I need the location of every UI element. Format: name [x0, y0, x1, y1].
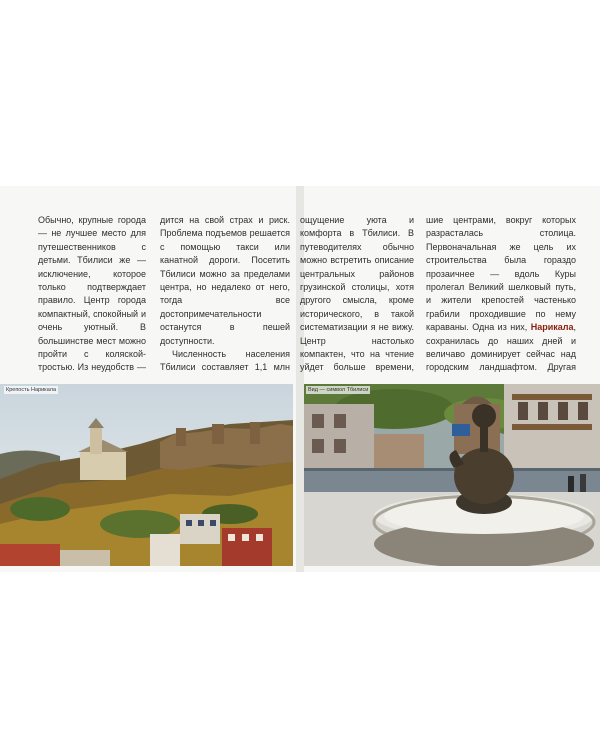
photo-old-tbilisi-fountain: [304, 384, 600, 566]
caption-right: Вид — символ Тбилиси: [308, 387, 369, 393]
text-column-1: [38, 214, 146, 374]
text-column-4: [426, 214, 576, 374]
highlight-narikala: Нарикала: [530, 322, 574, 333]
text-column-3: [300, 214, 414, 374]
text-column-2: [160, 214, 290, 374]
text-run: шие центрами, вокруг которых разрасталась столица. Первоначальная же цель их строительства была гораздо прозаичнее — вдоль Куры пролегал Великий шелковый путь, и жители крепостей частенько грабили проходившие по нему караваны. Одна из них,: [426, 215, 576, 333]
text-run: , сохранилась до наших дней и величаво доминирует сейчас над городским ландшафтом. Другая: [426, 322, 576, 373]
caption-left: Крепость Нарикала: [6, 387, 57, 393]
photo-narikala-fortress: [0, 384, 293, 566]
paragraph: ощущение уюта и комфорта в Тбилиси. В путеводителях обычно можно встретить описание центральных районов грузинской столицы, хотя другого смысла, кроме исторического, в такой систематизации я не вижу. Центр настолько компактен, что на чтение уйдет больше времени,: [300, 215, 414, 373]
paragraph: дится на свой страх и риск. Проблема подъемов решается с помощью такси или канатной дороги. Посетить Тбилиси можно за пределами центра, но недалеко от него, тогда все достопримечательности останутся в пешей доступности.: [160, 215, 290, 346]
fountain-illustration: [304, 384, 600, 566]
paragraph: [426, 214, 576, 374]
paragraph: Численность населения Тбилиси составляет 1,1 млн: [160, 349, 290, 373]
paragraph: Обычно, крупные города — не лучшее место для путешественников с детьми. Тбилиси же — исключение, которое только подтверждает правило. Центр города компактный, спокойный и очень уютный. В большинстве мест можно пройти с коляской-тростью. Из неудобств —: [38, 215, 146, 373]
fortress-illustration: [0, 384, 293, 566]
